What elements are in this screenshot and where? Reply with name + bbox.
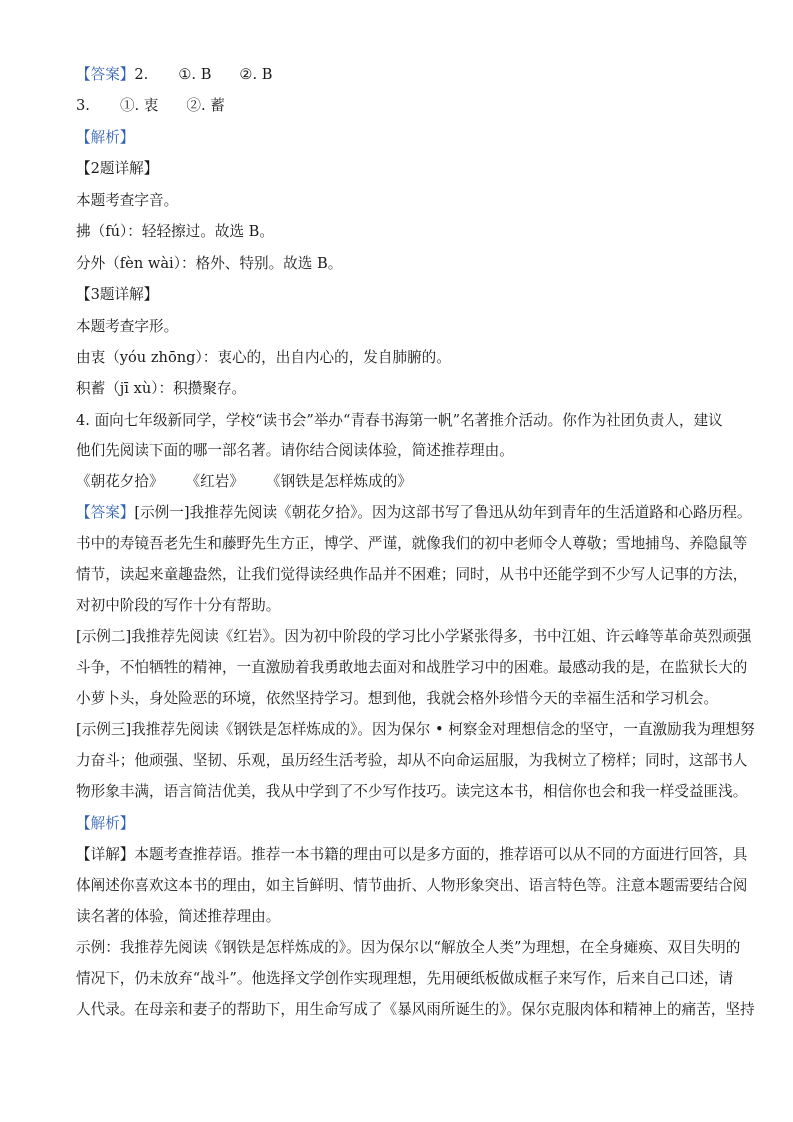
detail4-line: 【详解】本题考查推荐语。推荐一本书籍的理由可以是多方面的，推荐语可以从不同的方面进行回答，具 [76, 846, 748, 863]
analysis-tag-1: 【解析】 [76, 129, 135, 146]
q2-detail-intro: 本题考查字音。 [76, 192, 179, 209]
detail4-line: 示例：我推荐先阅读《钢铁是怎样炼成的》。因为保尔以“解放全人类”为理想，在全身瘫痪、双目失明的 [76, 939, 741, 956]
q2-number: 2. [134, 66, 149, 83]
answer-tag: 【答案】 [76, 504, 135, 521]
analysis-tag-2: 【解析】 [76, 815, 135, 832]
q3-answer-line [76, 96, 726, 116]
answer4-example1-line [76, 503, 752, 523]
answer4-example2-line: 斗争，不怕牺牲的精神，一直激励着我勇敢地去面对和战胜学习中的困难。最感动我的是，在监狱长大的 [76, 659, 748, 676]
example-text: [示例一]我推荐先阅读《朝花夕拾》。因为这部书写了鲁迅从幼年到青年的生活道路和心路历程。 [134, 504, 752, 521]
answer4-example3-line: 物形象丰满，语言简洁优美，我从中学到了不少写作技巧。读完这本书，相信你也会和我一样受益匪浅。 [76, 783, 748, 800]
detail4-line: 情况下，仍未放弃“战斗”。他选择文学创作实现理想，先用硬纸板做成框子来写作，后来自己口述，请 [76, 970, 734, 987]
detail4-line: 读名著的体验，简述推荐理由。 [76, 908, 281, 925]
q3-detail-heading: 【3题详解】 [76, 286, 159, 303]
q4-question-line-2: 他们先阅读下面的哪一部名著。请你结合阅读体验，简述推荐理由。 [76, 442, 514, 459]
book-option: 《朝花夕拾》 [76, 473, 164, 490]
answer4-example3-line: 力奋斗；他顽强、坚韧、乐观，虽历经生活考验，却从不向命运屈服，为我树立了榜样；同时，这部书人 [76, 752, 748, 769]
q3-number: 3. [76, 97, 90, 114]
answer4-example1-line: 书中的寿镜吾老先生和藤野先生方正，博学、严谨，就像我们的初中老师令人尊敬；雪地捕鸟、养隐鼠等 [76, 535, 748, 552]
q2-answer-2: ②. B [239, 66, 273, 83]
book-option: 《钢铁是怎样炼成的》 [265, 473, 412, 490]
q2-detail-line-2: 分外（fèn wài）：格外、特别。故选 B。 [76, 255, 343, 272]
q4-question-line-1: 4. 面向七年级新同学，学校“读书会”举办“青春书海第一帆”名著推介活动。你作为社团负责人，建议 [76, 412, 723, 429]
answer4-example3-line: [示例三]我推荐先阅读《钢铁是怎样炼成的》。因为保尔 • 柯察金对理想信念的坚守，一直激励我为理想努 [76, 721, 755, 738]
answer4-example1-line: 对初中阶段的写作十分有帮助。 [76, 597, 281, 614]
q3-answer-2: ②. 蓄 [186, 97, 225, 114]
q3-detail-intro: 本题考查字形。 [76, 318, 179, 335]
q4-book-options [76, 472, 726, 492]
answer-tag: 【答案】 [76, 66, 135, 83]
detail4-line: 人代录。在母亲和妻子的帮助下，用生命写成了《暴风雨所诞生的》。保尔克服肉体和精神上的痛苦，坚持 [76, 1001, 755, 1018]
q2-answer-1: ①. B [178, 66, 212, 83]
q3-answer-1: ①. 衷 [119, 97, 159, 114]
q3-detail-line-2: 积蓄（jī xù）：积攒聚存。 [76, 380, 247, 397]
q2-detail-line-1: 拂（fú）：轻轻擦过。故选 B。 [76, 223, 274, 240]
answer4-example1-line: 情节，读起来童趣盎然，让我们觉得读经典作品并不困难；同时，从书中还能学到不少写人记事的方法， [76, 566, 748, 583]
answer4-example2-line: 小萝卜头，身处险恶的环境，依然坚持学习。想到他，我就会格外珍惜今天的幸福生活和学习机会。 [76, 690, 719, 707]
q2-answer-line [76, 65, 726, 85]
q3-detail-line-1: 由衷（yóu zhōng）：衷心的，出自内心的，发自肺腑的。 [76, 349, 451, 366]
answer4-example2-line: [示例二]我推荐先阅读《红岩》。因为初中阶段的学习比小学紧张得多，书中江姐、许云峰等革命英烈顽强 [76, 628, 752, 645]
detail4-line: 体阐述你喜欢这本书的理由，如主旨鲜明、情节曲折、人物形象突出、语言特色等。注意本题需要结合阅 [76, 877, 748, 894]
q2-detail-heading: 【2题详解】 [76, 160, 159, 177]
book-option: 《红岩》 [185, 473, 244, 490]
